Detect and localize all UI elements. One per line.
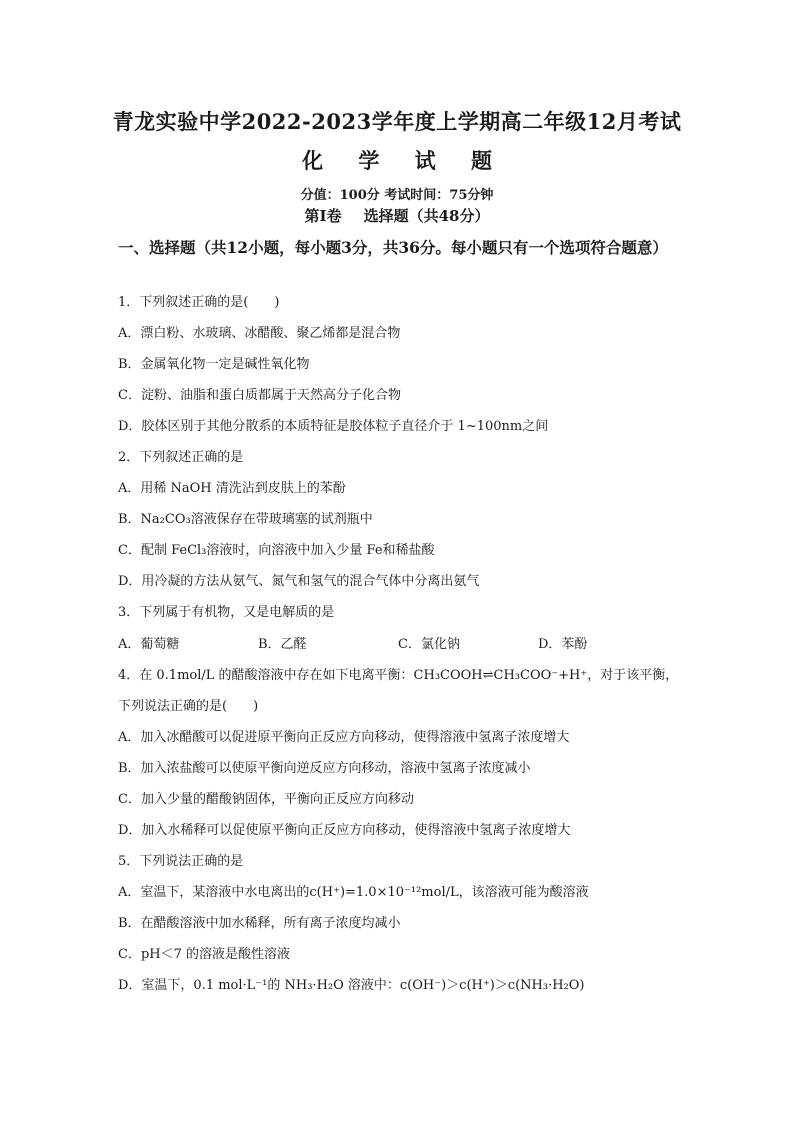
option: C．加入少量的醋酸钠固体，平衡向正反应方向移动	[118, 792, 414, 807]
question-stem: 2．下列叙述正确的是	[118, 450, 244, 465]
option: B．加入浓盐酸可以使原平衡向逆反应方向移动，溶液中氢离子浓度减小	[118, 761, 531, 776]
question-stem-continued: 下列说法正确的是( )	[118, 699, 259, 714]
option-row	[118, 633, 678, 652]
subject-title: 化 学 试 题	[302, 148, 506, 173]
option: B．乙醛	[258, 637, 307, 652]
option: C．pH＜7 的溶液是酸性溶液	[118, 947, 291, 962]
question-stem: 1．下列叙述正确的是( )	[118, 295, 280, 310]
section-heading: 一、选择题（共12小题，每小题3分，共36分。每小题只有一个选项符合题意）	[118, 238, 668, 257]
option: D．加入水稀释可以促使原平衡向正反应方向移动，使得溶液中氢离子浓度增大	[118, 823, 571, 838]
option: D．室温下，0.1 mol·L⁻¹的 NH₃·H₂O 溶液中：c(OH⁻)＞c(H⁺)＞c(NH₃·H₂O)	[118, 978, 585, 993]
option: C．氯化钠	[398, 637, 460, 652]
option: A．用稀 NaOH 清洗沾到皮肤上的苯酚	[118, 481, 346, 496]
option: C．淀粉、油脂和蛋白质都属于天然高分子化合物	[118, 388, 401, 403]
option: B．金属氧化物一定是碱性氧化物	[118, 357, 310, 372]
option: B．Na₂CO₃溶液保存在带玻璃塞的试剂瓶中	[118, 512, 373, 527]
option: A．室温下，某溶液中水电离出的c(H⁺)=1.0×10⁻¹²mol/L，该溶液可能为酸溶液	[118, 885, 589, 900]
question-stem: 4．在 0.1mol/L 的醋酸溶液中存在如下电离平衡：CH₃COOH⇌CH₃COO⁻+H⁺，对于该平衡，	[118, 668, 679, 683]
option: A．加入冰醋酸可以促进原平衡向正反应方向移动，使得溶液中氢离子浓度增大	[118, 730, 570, 745]
volume-name: 选择题（共48分）	[363, 207, 490, 225]
volume-heading	[0, 205, 794, 226]
option: B．在醋酸溶液中加水稀释，所有离子浓度均减小	[118, 916, 401, 931]
exam-title: 青龙实验中学2022-2023学年度上学期高二年级12月考试	[112, 109, 682, 134]
volume-label: 第Ⅰ卷	[304, 207, 342, 225]
option: D．苯酚	[538, 637, 588, 652]
question-stem: 5．下列说法正确的是	[118, 854, 244, 869]
option: A．葡萄糖	[118, 637, 180, 652]
exam-info: 分值：100分 考试时间：75分钟	[300, 188, 494, 203]
option: D．胶体区别于其他分散系的本质特征是胶体粒子直径介于 1~100nm之间	[118, 419, 549, 434]
option: A．漂白粉、水玻璃、冰醋酸、聚乙烯都是混合物	[118, 326, 401, 341]
option: D．用冷凝的方法从氨气、氮气和氢气的混合气体中分离出氨气	[118, 574, 480, 589]
option: C．配制 FeCl₃溶液时，向溶液中加入少量 Fe和稀盐酸	[118, 543, 435, 558]
question-stem: 3．下列属于有机物，又是电解质的是	[118, 605, 335, 620]
